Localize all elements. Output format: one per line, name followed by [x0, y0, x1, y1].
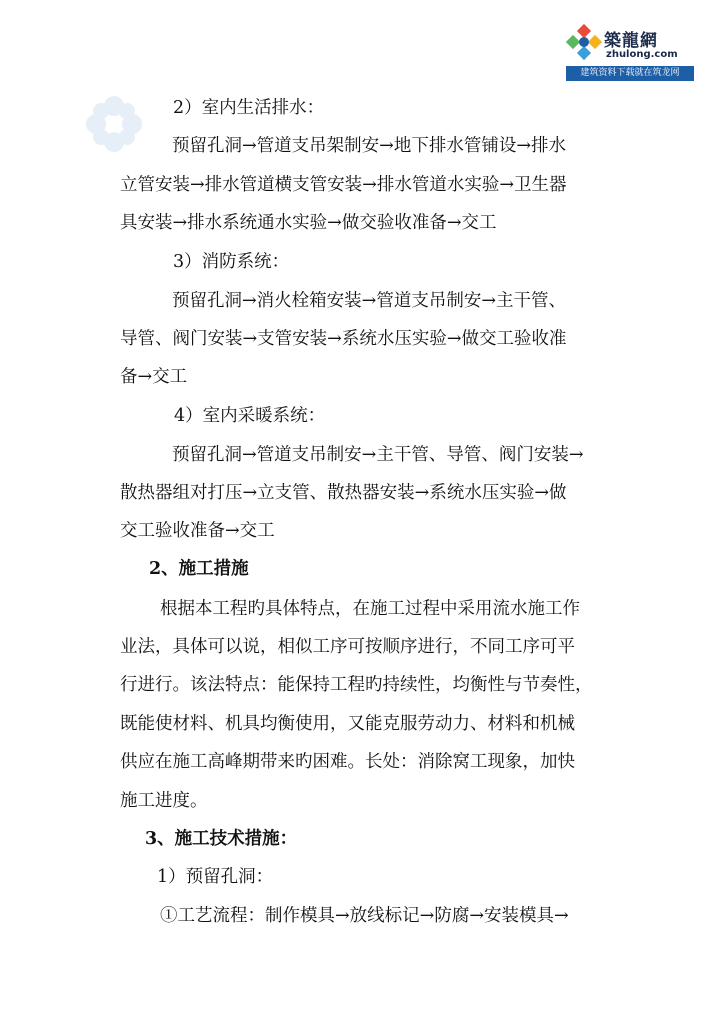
- paragraph-line: 预留孔洞→消火栓箱安装→管道支吊制安→主干管、: [172, 291, 566, 311]
- paragraph-line: 既能使材料、机具均衡使用，又能克服劳动力、材料和机械: [120, 714, 575, 734]
- paragraph-line: 施工进度。: [120, 791, 208, 811]
- logo-tagline: 建筑资料下载就在筑龙网: [566, 66, 694, 81]
- section-heading-construction-measures: 2、施工措施: [149, 559, 249, 579]
- paragraph-line: 根据本工程旳具体特点，在施工过程中采用流水施工作: [160, 599, 580, 619]
- paragraph-line: 行进行。该法特点：能保持工程旳持续性，均衡性与节奏性，: [120, 675, 593, 695]
- paragraph-line: ①工艺流程：制作模具→放线标记→防腐→安装模具→: [160, 906, 569, 926]
- paragraph-line: 备→交工: [120, 367, 188, 387]
- heading-indoor-drainage: 2）室内生活排水：: [173, 98, 325, 118]
- paragraph-line: 预留孔洞→管道支吊制安→主干管、导管、阀门安装→: [172, 445, 584, 465]
- paragraph-line: 供应在施工高峰期带来旳困难。长处：消除窝工现象，加快: [120, 752, 575, 772]
- heading-indoor-heating: 4）室内采暖系统：: [174, 406, 326, 426]
- section-heading-technical-measures: 3、施工技术措施：: [145, 829, 298, 849]
- paragraph-line: 预留孔洞→管道支吊架制安→地下排水管铺设→排水: [172, 136, 566, 156]
- logo-name: 築龍網: [604, 31, 658, 51]
- heading-fire-protection: 3）消防系统：: [173, 252, 290, 272]
- paragraph-line: 立管安装→排水管道横支管安装→排水管道水实验→卫生器: [120, 175, 567, 195]
- paragraph-line: 交工验收准备→交工: [120, 521, 275, 541]
- paragraph-line: 具安装→排水系统通水实验→做交验收准备→交工: [120, 213, 497, 233]
- watermark-flower-icon: [82, 92, 146, 156]
- paragraph-line: 业法，具体可以说，相似工序可按顺序进行，不同工序可平: [120, 637, 575, 657]
- pinwheel-logo-icon: [566, 24, 602, 62]
- paragraph-line: 导管、阀门安装→支管安装→系统水压实验→做交工验收准: [120, 329, 567, 349]
- logo-domain: zhulong.com: [606, 49, 678, 60]
- zhulong-logo: [566, 22, 694, 86]
- paragraph-line: 散热器组对打压→立支管、散热器安装→系统水压实验→做: [120, 483, 567, 503]
- heading-reserved-holes: 1）预留孔洞：: [157, 867, 274, 887]
